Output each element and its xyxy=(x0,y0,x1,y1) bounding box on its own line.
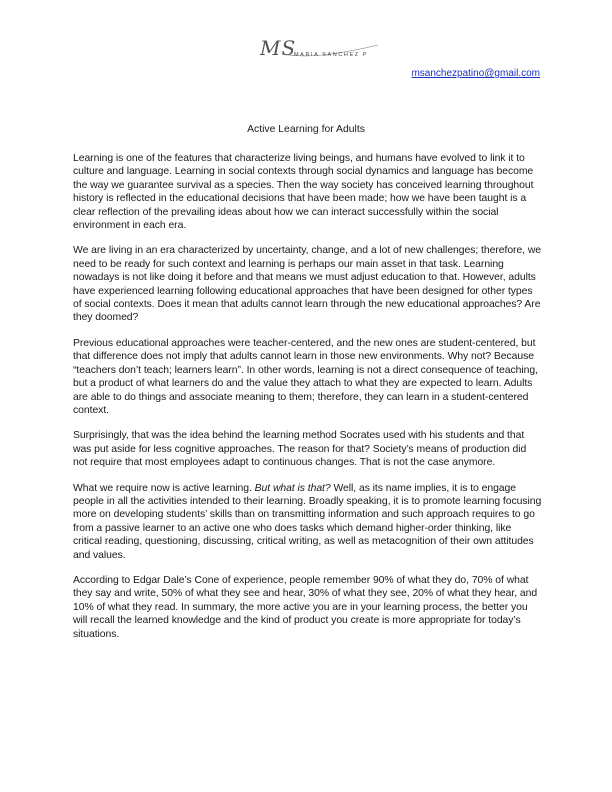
logo-monogram: MS xyxy=(260,36,297,60)
document-title: Active Learning for Adults xyxy=(247,124,365,135)
logo xyxy=(260,36,380,64)
email-link[interactable]: msanchezpatino@gmail.com xyxy=(411,68,540,79)
paragraph-5-rest: Well, as its name implies, it is to engage people in all the activities intended to their learning. Broadly speaking, it is to promote learning focusing more on developing students’ skills than on transmitting information and such approach requires to go from a passive learner to an active one who does tasks which demand higher-order thinking, like critical reading, questioning, discussing, critical writing, as well as metacognition of their own attitudes and values. xyxy=(73,482,542,561)
paragraph-3: Previous educational approaches were teacher-centered, and the new ones are student-centered, but that difference does not imply that adults cannot learn in those new environments. Why not? Because “teachers don’t teach; learners learn”. In other words, learning is not a direct consequence of teaching, but a product of what learners do and the value they attach to what they are expected to learn. Adults are able to do things and associate meaning to them; therefore, they can learn in a student-centered context. xyxy=(73,337,538,416)
paragraph-5 xyxy=(73,482,543,562)
paragraph-6: According to Edgar Dale’s Cone of experience, people remember 90% of what they do, 70% of what they say and write, 50% of what they see and hear, 30% of what they see, 20% of what they hear, and 10% of what they read. In summary, the more active you are in your learning process, the better you will recall the learned knowledge and the kind of product you create is more appropriate for today’s situations. xyxy=(73,574,538,640)
paragraph-2: We are living in an era characterized by uncertainty, change, and a lot of new challenges; therefore, we need to be ready for such context and learning is perhaps our main asset in that task. Learning nowadays is not like doing it before and that means we must adjust education to that. However, adults have experienced learning following educational approaches that have been designed for other types of social contexts. Does it mean that adults cannot learn through the new educational approaches? Are they doomed? xyxy=(73,245,542,324)
paragraph-4: Surprisingly, that was the idea behind the learning method Socrates used with his students and that was put aside for less cognitive approaches. The reason for that? Society’s means of production did not require that most employees adapt to continuous changes. That is not the case anymore. xyxy=(73,430,527,469)
paragraph-5-lead: What we require now is active learning. xyxy=(73,482,255,494)
paragraph-1: Learning is one of the features that characterize living beings, and humans have evolved to link it to culture and language. Learning in social contexts through social dynamics and language has become the way we guarantee survival as a species. Then the way society has conceived learning throughout history is reflected in the educational decisions that have been made; how we have been taught is a clear reflection of the prevailing ideas about how we can interact successfully within the social environment in each era. xyxy=(73,153,534,232)
logo-name: MARIA SANCHEZ P xyxy=(294,52,369,58)
document-body xyxy=(73,152,543,653)
paragraph-5-italic: But what is that? xyxy=(254,482,331,494)
